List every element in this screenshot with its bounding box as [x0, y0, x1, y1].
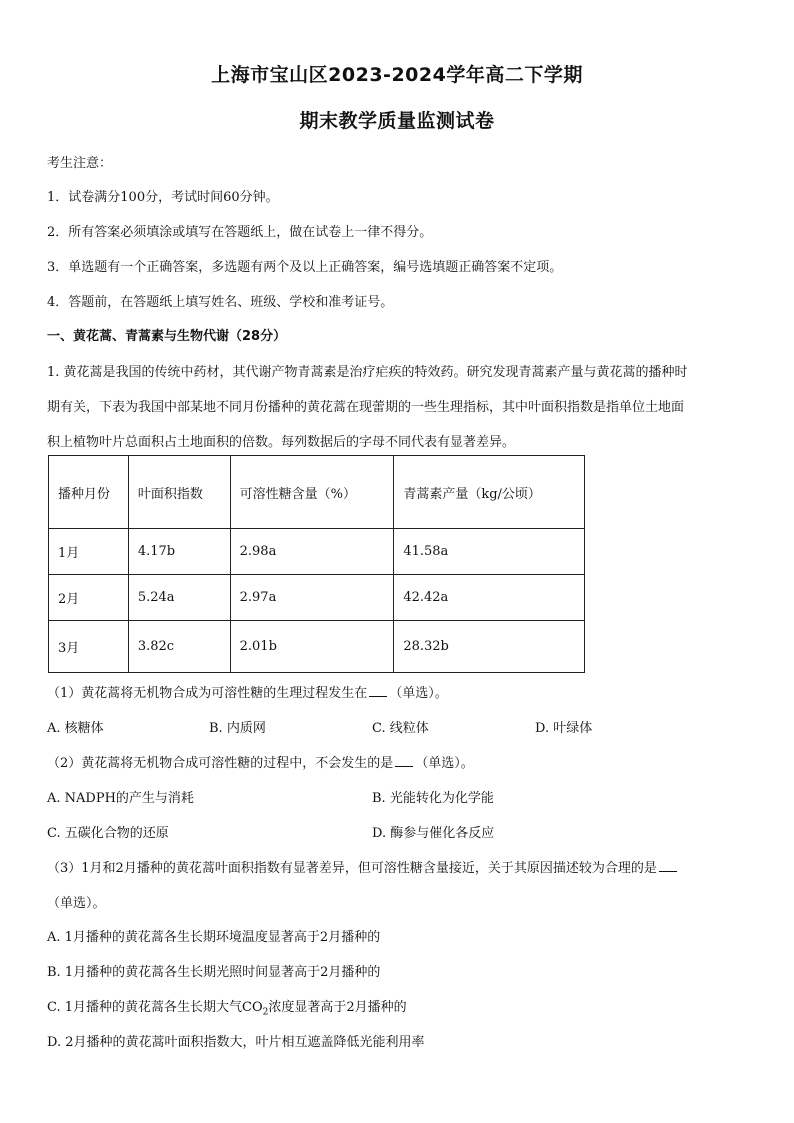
- question-intro-line: 积上植物叶片总面积占土地面积的倍数。每列数据后的字母不同代表有显著差异。: [47, 435, 516, 450]
- question-3-stem-suffix: （单选）。: [47, 896, 106, 911]
- question-1-stem-text: （1）黄花蒿将无机物合成为可溶性糖的生理过程发生在: [47, 686, 368, 701]
- question-1-option-c: C. 线粒体: [372, 721, 429, 736]
- table-cell: 5.24a: [128, 575, 230, 621]
- table-header-cell: 叶面积指数: [128, 456, 230, 529]
- notice-item: 1．试卷满分100分，考试时间60分钟。: [47, 190, 279, 205]
- exam-title-line1: 上海市宝山区2023-2024学年高二下学期: [211, 64, 583, 86]
- table-row: [49, 529, 585, 575]
- notice-item: 4．答题前，在答题纸上填写姓名、班级、学校和准考证号。: [47, 295, 394, 310]
- question-intro-line: 期有关，下表为我国中部某地不同月份播种的黄花蒿在现蕾期的一些生理指标，其中叶面积指数是指单位土地面: [47, 400, 685, 415]
- answer-blank: [395, 754, 413, 767]
- table-cell: 2.98a: [230, 529, 394, 575]
- question-3-option-c-text: C. 1月播种的黄花蒿各生长期大气CO: [47, 1000, 263, 1015]
- table-header-cell: 可溶性糖含量（%）: [230, 456, 394, 529]
- question-2-stem-text: （2）黄花蒿将无机物合成可溶性糖的过程中，不会发生的是: [47, 756, 394, 771]
- table-cell: 3月: [49, 621, 129, 673]
- question-2-option-c: C. 五碳化合物的还原: [47, 826, 169, 841]
- notice-item: 3．单选题有一个正确答案，多选题有两个及以上正确答案，编号选填题正确答案不定项。: [47, 260, 563, 275]
- question-3-option-b: B. 1月播种的黄花蒿各生长期光照时间显著高于2月播种的: [47, 965, 381, 980]
- table-header-row: [49, 456, 585, 529]
- table-cell: 2.97a: [230, 575, 394, 621]
- table-cell: 1月: [49, 529, 129, 575]
- question-1-stem: [47, 682, 448, 701]
- question-1-option-a: A. 核糖体: [47, 721, 104, 736]
- table-cell: 2.01b: [230, 621, 394, 673]
- table-cell: 42.42a: [394, 575, 585, 621]
- question-3-option-d: D. 2月播种的黄花蒿叶面积指数大，叶片相互遮盖降低光能利用率: [47, 1035, 425, 1050]
- question-2-stem: [47, 752, 474, 771]
- question-2-option-d: D. 酶参与催化各反应: [372, 826, 495, 841]
- notice-heading: 考生注意：: [47, 156, 113, 171]
- section-heading: 一、黄花蒿、青蒿素与生物代谢（28分）: [47, 329, 287, 344]
- table-cell: 28.32b: [394, 621, 585, 673]
- table-header-cell: 青蒿素产量（kg/公顷）: [394, 456, 585, 529]
- table-cell: 4.17b: [128, 529, 230, 575]
- question-2-stem-suffix: （单选）。: [415, 756, 474, 771]
- table-cell: 2月: [49, 575, 129, 621]
- answer-blank: [369, 684, 387, 697]
- question-2-option-a: A. NADPH的产生与消耗: [47, 791, 194, 806]
- question-1-stem-suffix: （单选）。: [389, 686, 448, 701]
- question-intro-line: 1. 黄花蒿是我国的传统中药材，其代谢产物青蒿素是治疗疟疾的特效药。研究发现青蒿素产量与黄花蒿的播种时: [47, 365, 688, 380]
- question-1-option-b: B. 内质网: [209, 721, 266, 736]
- question-1-option-d: D. 叶绿体: [535, 721, 593, 736]
- data-table: [48, 455, 585, 673]
- question-3-stem-text: （3）1月和2月播种的黄花蒿叶面积指数有显著差异，但可溶性糖含量接近，关于其原因描述较为合理的是: [47, 861, 657, 876]
- notice-item: 2．所有答案必须填涂或填写在答题纸上，做在试卷上一律不得分。: [47, 225, 433, 240]
- subscript: 2: [262, 1007, 269, 1018]
- question-3-stem: [47, 857, 679, 876]
- question-3-option-c: [47, 996, 407, 1018]
- table-cell: 3.82c: [128, 621, 230, 673]
- table-cell: 41.58a: [394, 529, 585, 575]
- table-header-cell: 播种月份: [49, 456, 129, 529]
- exam-title-line2: 期末教学质量监测试卷: [299, 110, 495, 132]
- table-row: [49, 621, 585, 673]
- question-3-option-a: A. 1月播种的黄花蒿各生长期环境温度显著高于2月播种的: [47, 930, 381, 945]
- question-2-option-b: B. 光能转化为化学能: [372, 791, 494, 806]
- question-3-option-c-text-end: 浓度显著高于2月播种的: [268, 1000, 407, 1015]
- table-row: [49, 575, 585, 621]
- answer-blank: [659, 859, 677, 872]
